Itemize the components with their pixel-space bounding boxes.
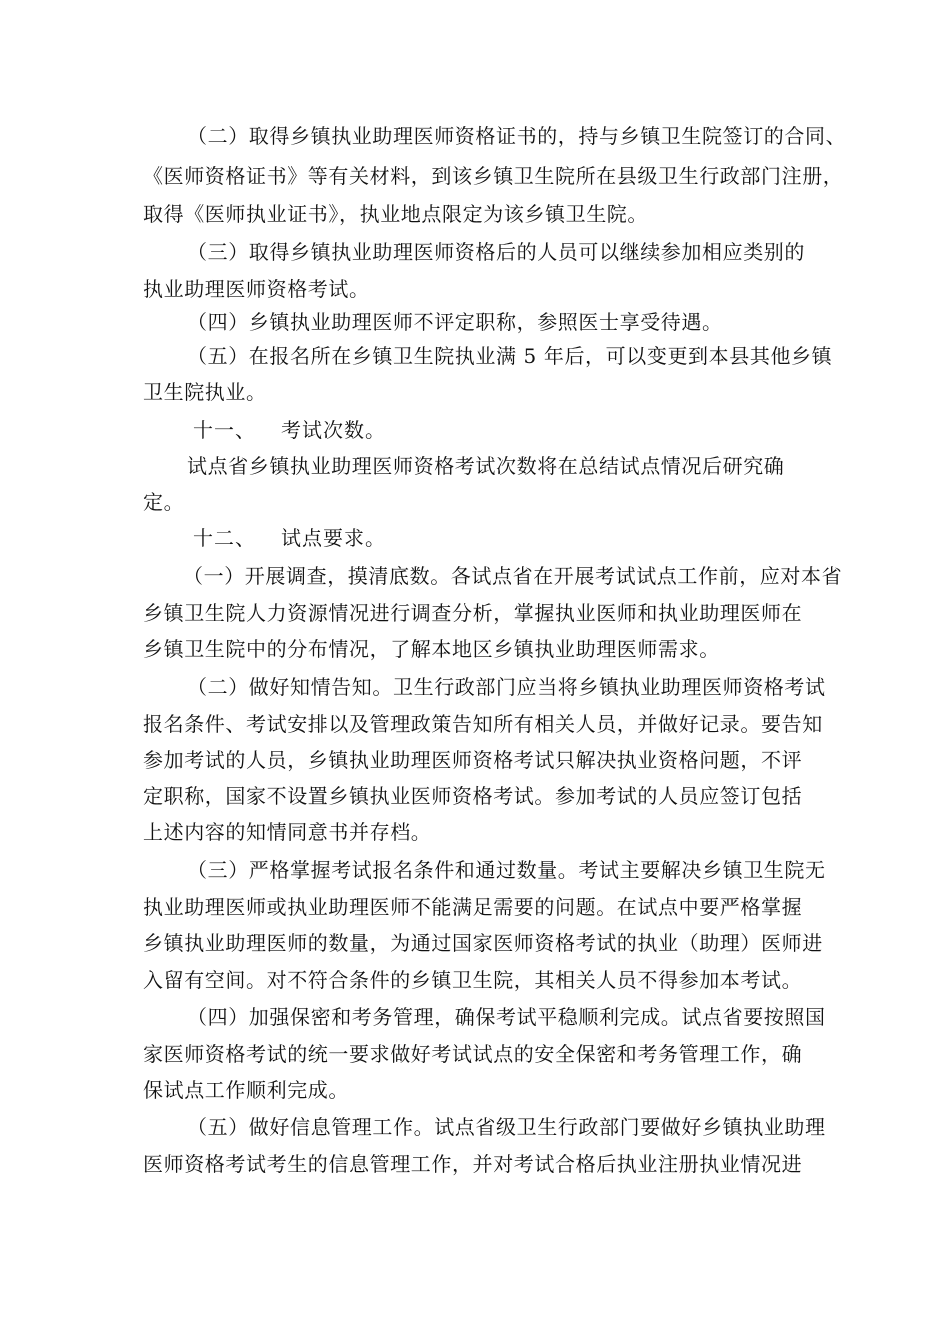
- paragraph-line: 定职称，国家不设置乡镇执业医师资格考试。参加考试的人员应签订包括: [143, 784, 803, 808]
- paragraph-line: 上述内容的知情同意书并存档。: [143, 820, 432, 844]
- paragraph-line: （五）做好信息管理工作。试点省级卫生行政部门要做好乡镇执业助理: [187, 1115, 826, 1139]
- paragraph-line: 入留有空间。对不符合条件的乡镇卫生院，其相关人员不得参加本考试。: [143, 968, 803, 992]
- paragraph-line: 定。: [143, 490, 185, 514]
- paragraph-line: 保试点工作顺利完成。: [143, 1078, 349, 1102]
- section-number: 十二、: [193, 526, 256, 550]
- paragraph-line: 参加考试的人员，乡镇执业助理医师资格考试只解决执业资格问题，不评: [143, 748, 803, 772]
- paragraph-line: 执业助理医师或执业助理医师不能满足需要的问题。在试点中要严格掌握: [143, 895, 803, 919]
- paragraph-line: 取得《医师执业证书》，执业地点限定为该乡镇卫生院。: [143, 202, 648, 226]
- paragraph-line: 卫生院执业。: [143, 380, 267, 404]
- section-title: 试点要求。: [281, 526, 386, 550]
- paragraph-line: （五）在报名所在乡镇卫生院执业满 5 年后，可以变更到本县其他乡镇: [187, 344, 833, 368]
- paragraph-line: 家医师资格考试的统一要求做好考试试点的安全保密和考务管理工作，确: [143, 1042, 803, 1066]
- paragraph-line: 执业助理医师资格考试。: [143, 277, 370, 301]
- paragraph-line: 试点省乡镇执业助理医师资格考试次数将在总结试点情况后研究确: [187, 454, 785, 478]
- paragraph-line: （二）取得乡镇执业助理医师资格证书的，持与乡镇卫生院签订的合同、: [187, 124, 847, 148]
- paragraph-line: 乡镇卫生院中的分布情况，了解本地区乡镇执业助理医师需求。: [143, 637, 720, 661]
- paragraph-line: 报名条件、考试安排以及管理政策告知所有相关人员，并做好记录。要告知: [143, 712, 823, 736]
- section-title: 考试次数。: [281, 418, 386, 442]
- paragraph-line: 医师资格考试考生的信息管理工作，并对考试合格后执业注册执业情况进: [143, 1152, 803, 1176]
- paragraph-line: （四）加强保密和考务管理，确保考试平稳顺利完成。试点省要按照国: [187, 1005, 826, 1029]
- paragraph-line: （四）乡镇执业助理医师不评定职称，参照医士享受待遇。: [187, 310, 723, 334]
- section-number: 十一、: [193, 418, 256, 442]
- section-heading-11: [193, 415, 386, 445]
- paragraph-line: 乡镇卫生院人力资源情况进行调查分析，掌握执业医师和执业助理医师在: [143, 601, 803, 625]
- paragraph-line: （三）取得乡镇执业助理医师资格后的人员可以继续参加相应类别的: [187, 240, 805, 264]
- paragraph-line: （三）严格掌握考试报名条件和通过数量。考试主要解决乡镇卫生院无: [187, 858, 826, 882]
- paragraph-line: 《医师资格证书》等有关材料，到该乡镇卫生院所在县级卫生行政部门注册，: [143, 164, 844, 188]
- paragraph-line: （二）做好知情告知。卫生行政部门应当将乡镇执业助理医师资格考试: [187, 675, 826, 699]
- paragraph-line: （一）开展调查，摸清底数。各试点省在开展考试试点工作前，应对本省: [183, 564, 843, 588]
- paragraph-line: 乡镇执业助理医师的数量，为通过国家医师资格考试的执业（助理）医师进: [143, 931, 823, 955]
- section-heading-12: [193, 523, 386, 553]
